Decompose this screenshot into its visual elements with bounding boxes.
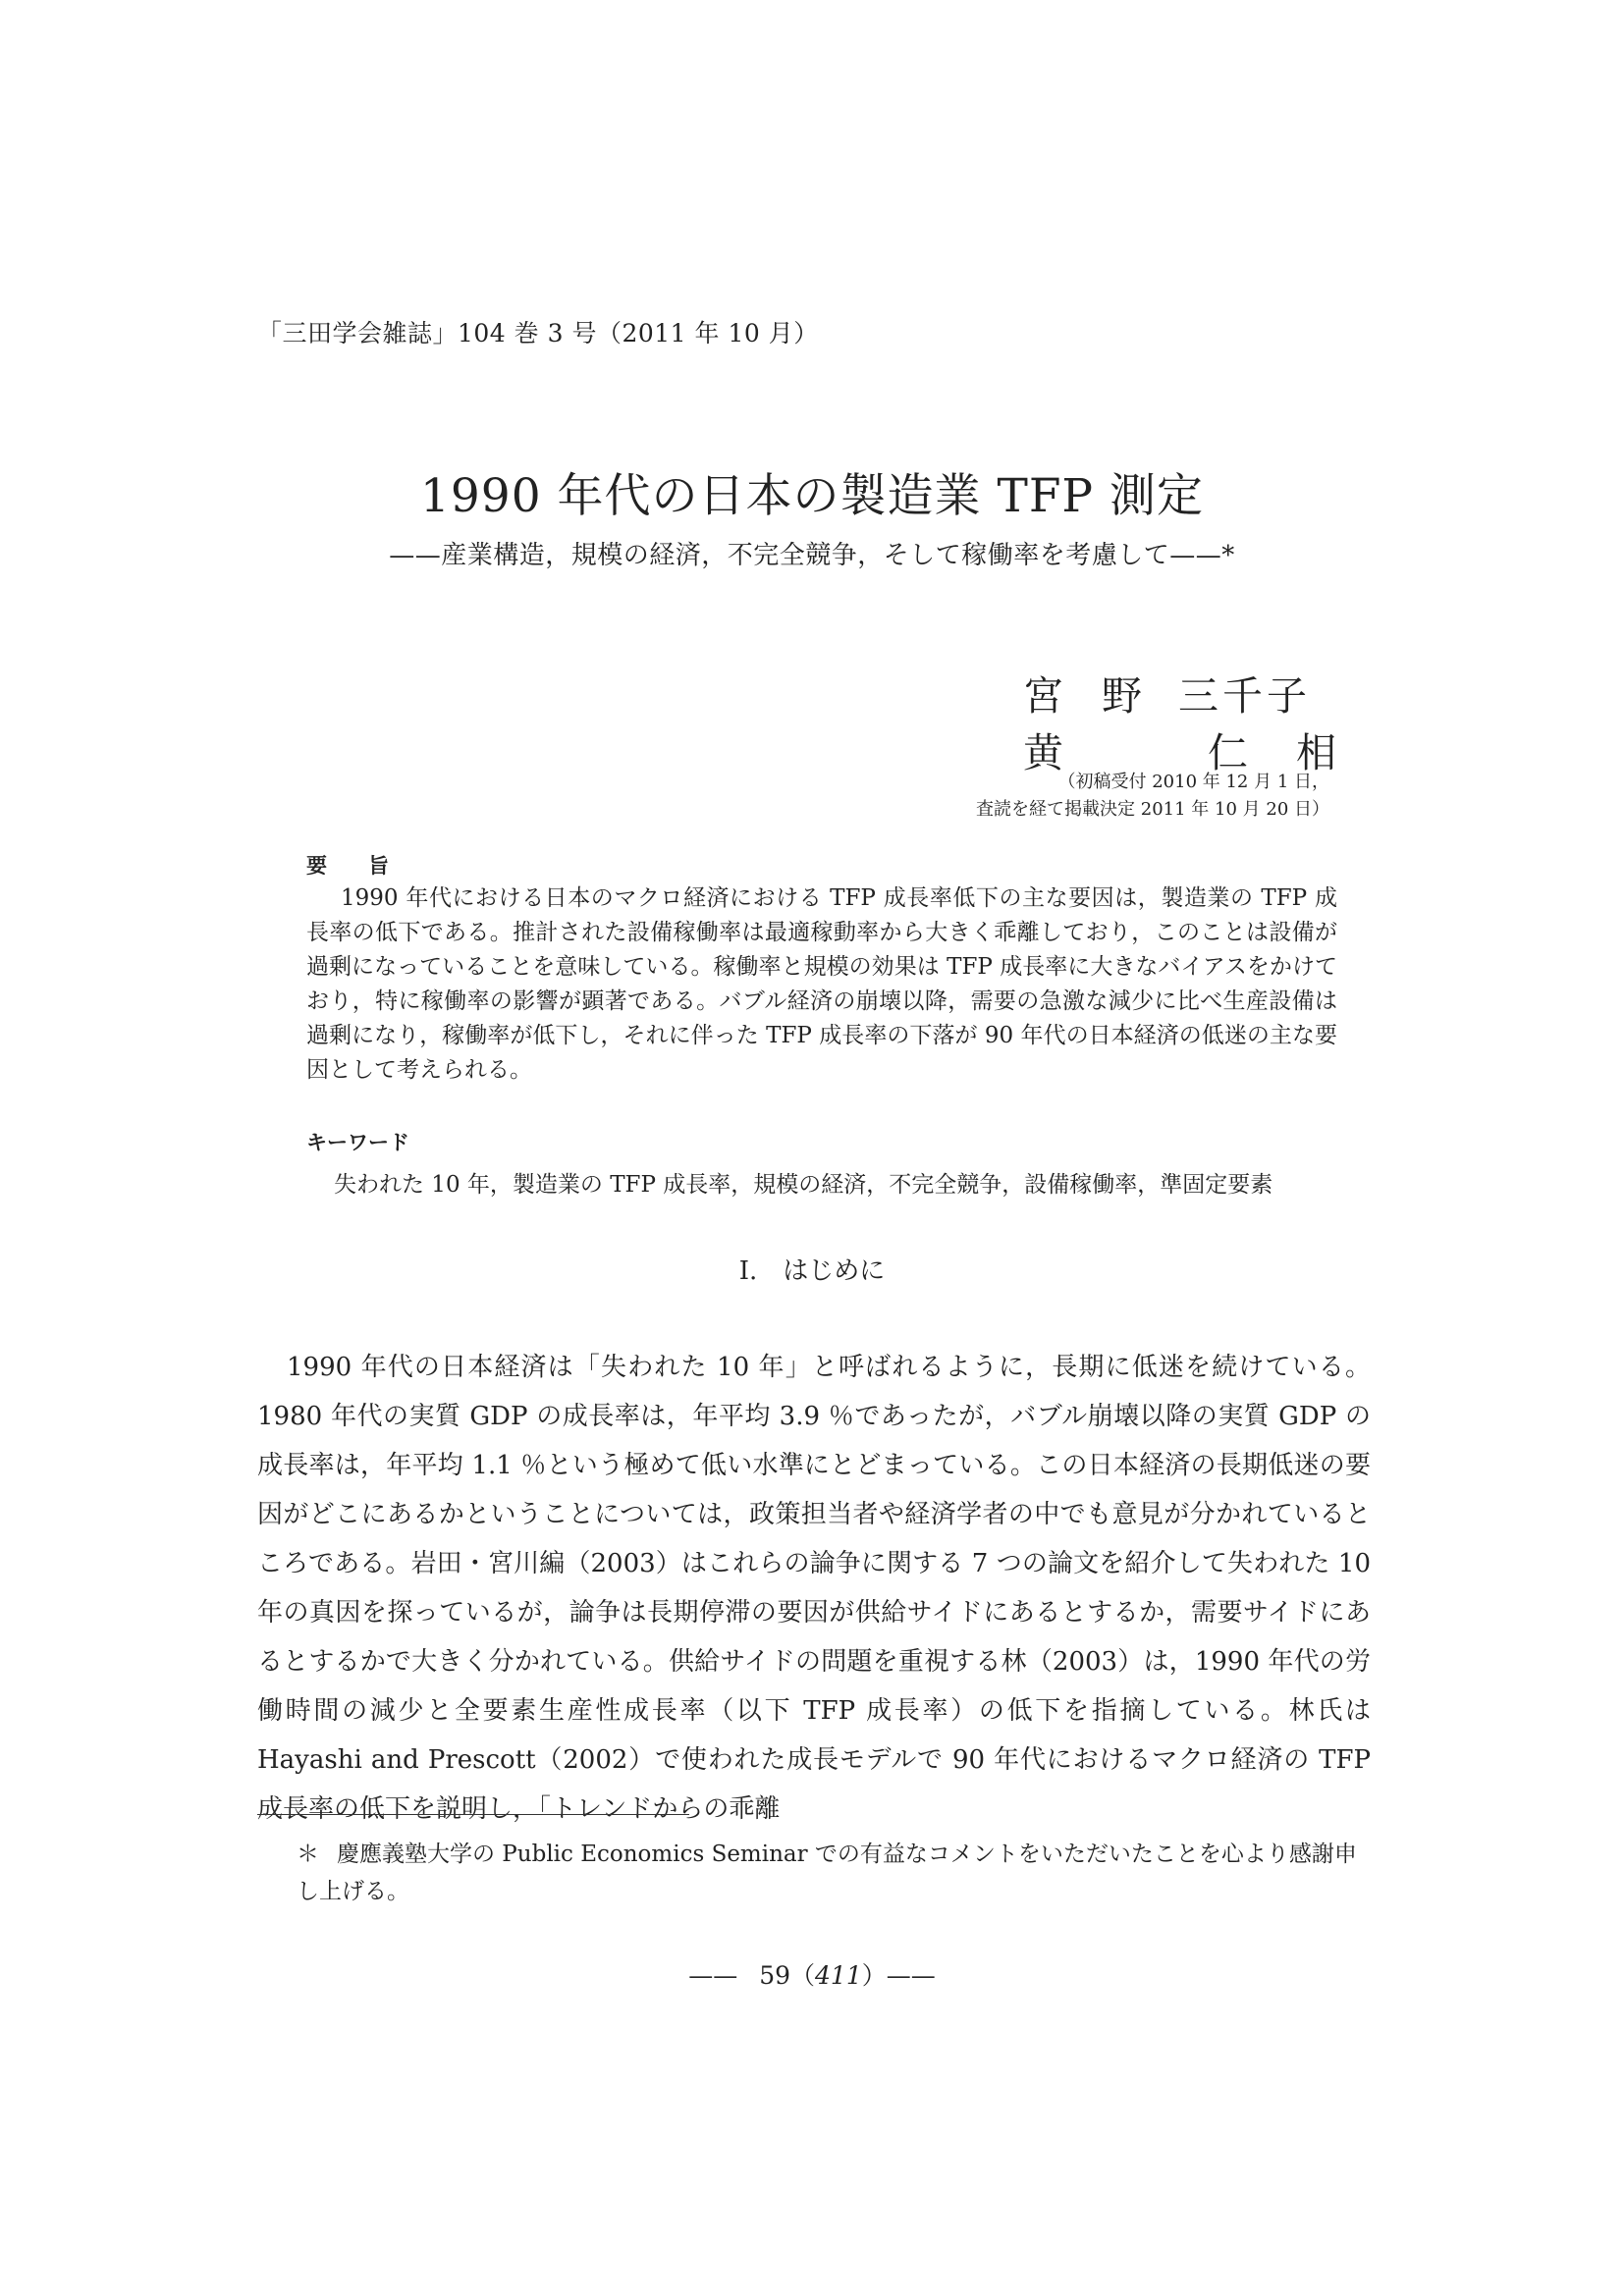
intro-paragraph: 1990 年代の日本経済は「失われた 10 年」と呼ばれるように，長期に低迷を続けている。1980 年代の実質 GDP の成長率は，年平均 3.9 ％であったが，バブル崩壊以降の実質 GDP の成長率は，年平均 1.1 ％という極めて低い水準にとどまっている。この日本経済の長期低迷の要因がどこにあるかということについては，政策担当者や経済学者の中でも意見が分かれているところである。岩田・宮川編（2003）はこれらの論争に関する 7 つの論文を紹介して失われた 10 年の真因を探っているが，論争は長期停滞の要因が供給サイドにあるとするか，需要サイドにあるとするかで大きく分かれている。供給サイドの問題を重視する林（2003）は，1990 年代の労働時間の減少と全要素生産性成長率（以下 TFP 成長率）の低下を指摘している。林氏は Hayashi and Prescott（2002）で使われた成長モデルで 90 年代におけるマクロ経済の TFP 成長率の低下を説明し，「トレンドからの乖離 [257, 1353, 1371, 1824]
author-2-family: 黄 [1023, 729, 1063, 776]
author-1-middle: 野 [1102, 672, 1142, 720]
page-number-value: 59 [759, 1961, 790, 1990]
accepted-date: 査読を経て掲載決定 2011 年 10 月 20 日） [976, 799, 1329, 820]
abstract-body: 1990 年代における日本のマクロ経済における TFP 成長率低下の主な要因は，製造業の TFP 成長率の低下である。推計された設備稼働率は最適稼動率から大きく乖離しており，このことは設備が過剰になっていることを意味している。稼働率と規模の効果は TFP 成長率に大きなバイアスをかけており，特に稼働率の影響が顕著である。バブル経済の崩壊以降，需要の急激な減少に比べ生産設備は過剰になり，稼働率が低下し，それに伴った TFP 成長率の下落が 90 年代の日本経済の低迷の主な要因として考えられる。 [306, 885, 1337, 1083]
submission-dates [976, 769, 1329, 824]
paper-title: 1990 年代の日本の製造業 TFP 測定 [419, 469, 1204, 523]
author-2 [0, 721, 1624, 776]
page-number: —— 59（411）—— [688, 1961, 936, 1990]
abstract-heading: 要 旨 [306, 853, 389, 878]
received-date: （初稿受付 2010 年 12 月 1 日， [1057, 772, 1329, 792]
paper-subtitle: ——産業構造，規模の経済，不完全競争，そして稼働率を考慮して——* [389, 541, 1235, 570]
author-1 [0, 664, 1624, 720]
author-1-given: 三千子 [1178, 672, 1311, 720]
page-number-original: 411 [815, 1961, 862, 1990]
keywords-body: 失われた 10 年，製造業の TFP 成長率，規模の経済，不完全競争，設備稼働率，準固定要素 [334, 1172, 1273, 1198]
keywords-heading: キーワード [306, 1130, 409, 1154]
section-heading: I. はじめに [738, 1256, 886, 1286]
journal-citation: 「三田学会雑誌」104 巻 3 号（2011 年 10 月） [257, 319, 819, 347]
page-dash-left: —— [688, 1961, 738, 1990]
page-dash-right: —— [886, 1961, 936, 1990]
author-2-given: 仁 相 [1208, 729, 1340, 776]
footnote-divider [257, 1814, 689, 1815]
footnote-text: 慶應義塾大学の Public Economics Seminar での有益なコメントをいただいたことを心より感謝申し上げる。 [297, 1842, 1357, 1904]
author-1-family: 宮 [1023, 672, 1063, 720]
footnote [297, 1836, 1371, 1910]
footnote-mark: ＊ [297, 1842, 319, 1867]
